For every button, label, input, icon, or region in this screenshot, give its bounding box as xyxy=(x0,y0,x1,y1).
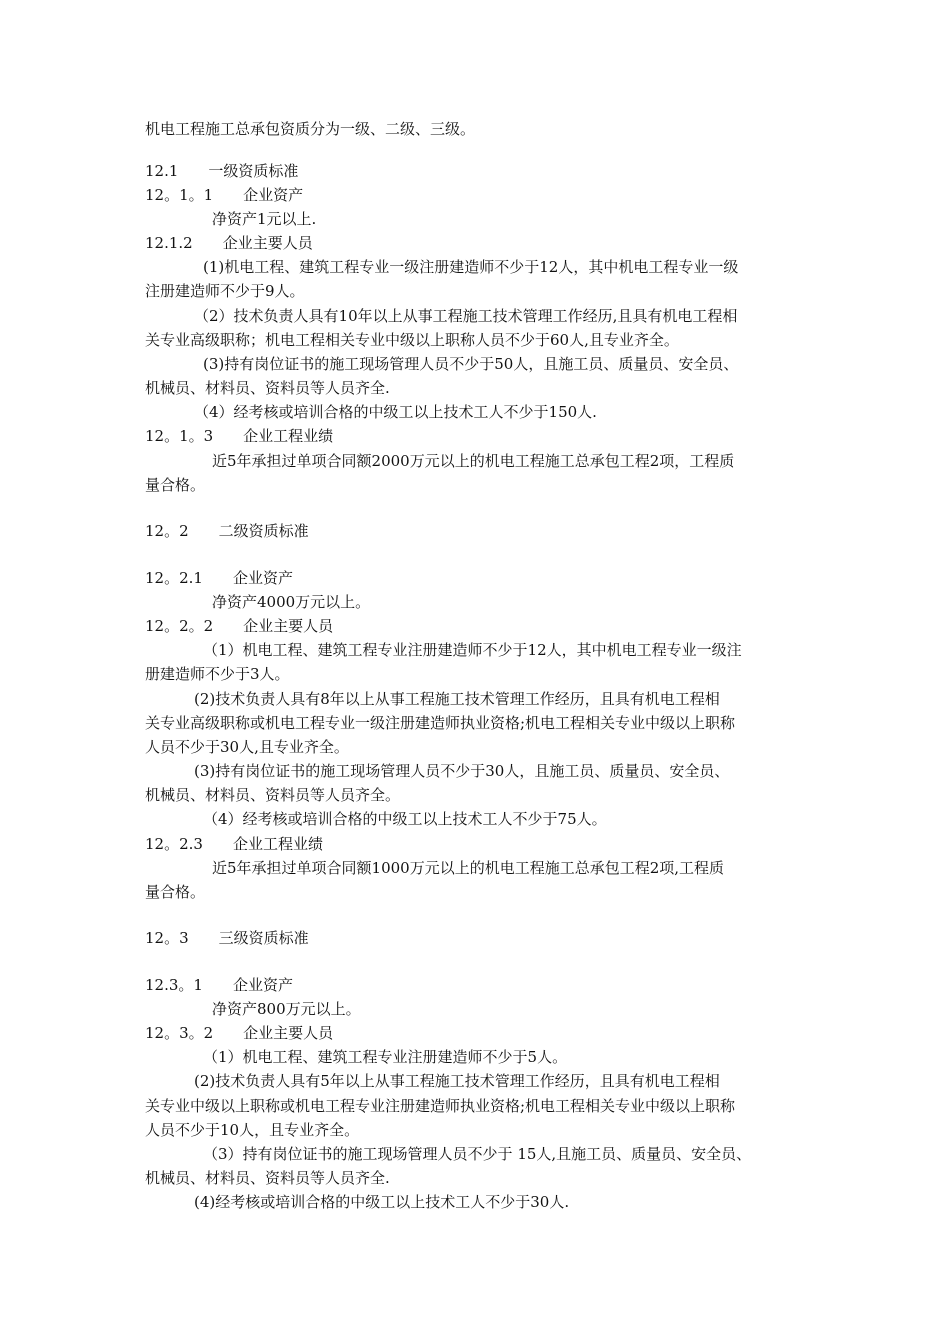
paragraph-line: （4）经考核或培训合格的中级工以上技术工人不少于75人。 xyxy=(203,810,607,828)
paragraph-line: 册建造师不少于3人。 xyxy=(145,665,290,683)
paragraph-line: 净资产4000万元以上。 xyxy=(212,593,371,611)
paragraph-line: (3)持有岗位证书的施工现场管理人员不少于50人，且施工员、质量员、安全员、 xyxy=(203,355,739,373)
paragraph-line: (2)技术负责人具有8年以上从事工程施工技术管理工作经历，且具有机电工程相 xyxy=(194,690,720,708)
section-heading-12-1: 12.1 一级资质标准 xyxy=(145,162,299,180)
paragraph-line: (3)持有岗位证书的施工现场管理人员不少于30人，且施工员、质量员、安全员、 xyxy=(194,762,730,780)
paragraph-line: 机械员、材料员、资料员等人员齐全。 xyxy=(145,786,401,804)
paragraph-line: 注册建造师不少于9人。 xyxy=(145,282,305,300)
paragraph-line: 近5年承担过单项合同额2000万元以上的机电工程施工总承包工程2项，工程质 xyxy=(212,452,735,470)
paragraph-line: （4）经考核或培训合格的中级工以上技术工人不少于150人. xyxy=(194,403,597,421)
paragraph-line: （1）机电工程、建筑工程专业注册建造师不少于5人。 xyxy=(203,1048,568,1066)
paragraph-line: 机械员、材料员、资料员等人员齐全. xyxy=(145,379,390,397)
paragraph-line: 量合格。 xyxy=(145,883,206,901)
subsection-heading: 12。1。1 企业资产 xyxy=(145,186,304,204)
paragraph-line: 净资产1元以上. xyxy=(212,210,317,228)
paragraph-line: 关专业高级职称；机电工程相关专业中级以上职称人员不少于60人,且专业齐全。 xyxy=(145,331,679,349)
intro-paragraph: 机电工程施工总承包资质分为一级、二级、三级。 xyxy=(145,120,476,138)
paragraph-line: （2）技术负责人具有10年以上从事工程施工技术管理工作经历,且具有机电工程相 xyxy=(194,307,738,325)
paragraph-line: 近5年承担过单项合同额1000万元以上的机电工程施工总承包工程2项,工程质 xyxy=(212,859,725,877)
paragraph-line: 人员不少于30人,且专业齐全。 xyxy=(145,738,349,756)
subsection-heading: 12。2.1 企业资产 xyxy=(145,569,293,587)
subsection-heading: 12.1.2 企业主要人员 xyxy=(145,234,313,252)
section-heading-12-3: 12。3 三级资质标准 xyxy=(145,929,309,947)
paragraph-line: 机械员、材料员、资料员等人员齐全. xyxy=(145,1169,390,1187)
paragraph-line: 关专业中级以上职称或机电工程专业注册建造师执业资格;机电工程相关专业中级以上职称 xyxy=(145,1097,736,1115)
subsection-heading: 12。1。3 企业工程业绩 xyxy=(145,427,334,445)
subsection-heading: 12。2。2 企业主要人员 xyxy=(145,617,334,635)
paragraph-line: (2)技术负责人具有5年以上从事工程施工技术管理工作经历，且具有机电工程相 xyxy=(194,1072,720,1090)
paragraph-line: （1）机电工程、建筑工程专业注册建造师不少于12人，其中机电工程专业一级注 xyxy=(203,641,742,659)
paragraph-line: 人员不少于10人，且专业齐全。 xyxy=(145,1121,360,1139)
section-heading-12-2: 12。2 二级资质标准 xyxy=(145,522,309,540)
paragraph-line: (1)机电工程、建筑工程专业一级注册建造师不少于12人，其中机电工程专业一级 xyxy=(203,258,739,276)
paragraph-line: 净资产800万元以上。 xyxy=(212,1000,361,1018)
paragraph-line: （3）持有岗位证书的施工现场管理人员不少于 15人,且施工员、质量员、安全员、 xyxy=(203,1145,752,1163)
paragraph-line: 关专业高级职称或机电工程专业一级注册建造师执业资格;机电工程相关专业中级以上职称 xyxy=(145,714,736,732)
paragraph-line: 量合格。 xyxy=(145,476,206,494)
subsection-heading: 12。2.3 企业工程业绩 xyxy=(145,835,323,853)
subsection-heading: 12。3。2 企业主要人员 xyxy=(145,1024,334,1042)
paragraph-line: (4)经考核或培训合格的中级工以上技术工人不少于30人. xyxy=(194,1193,570,1211)
subsection-heading: 12.3。1 企业资产 xyxy=(145,976,293,994)
